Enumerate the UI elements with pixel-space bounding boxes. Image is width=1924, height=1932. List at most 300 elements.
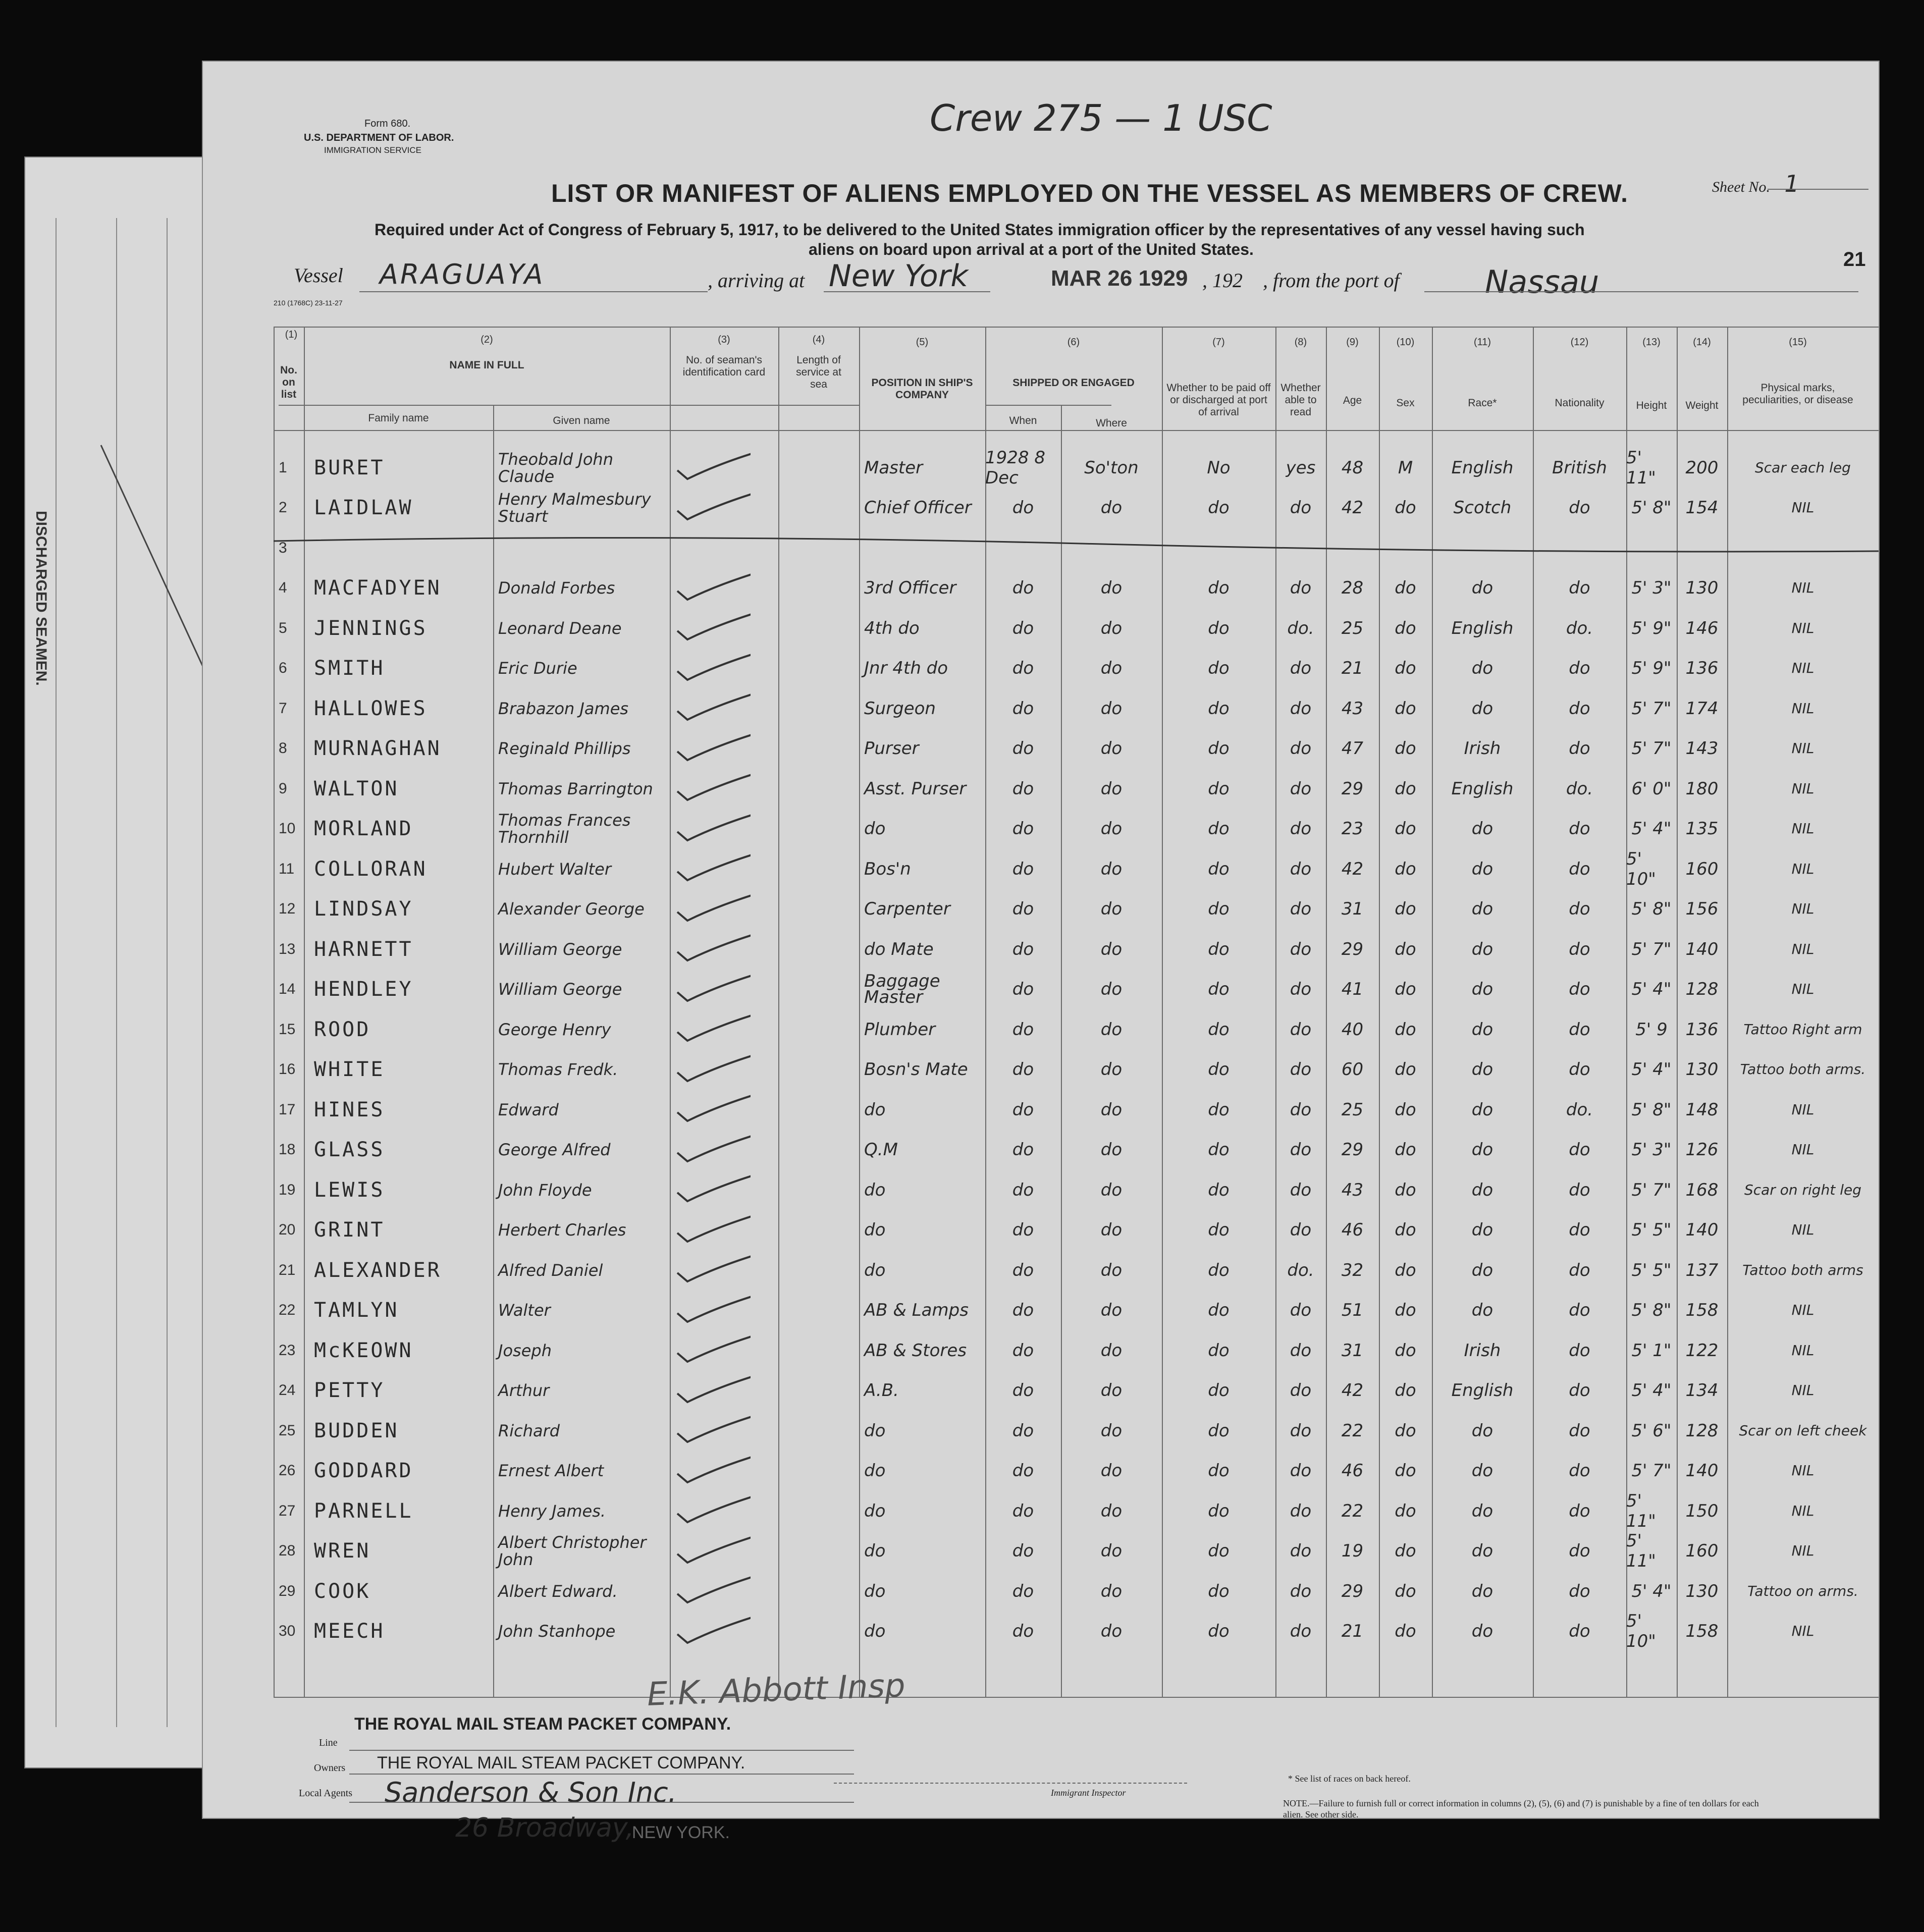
table-row xyxy=(203,1330,1879,1370)
cell-race: do xyxy=(1471,1059,1493,1080)
cell-age: 51 xyxy=(1341,1300,1364,1320)
cell-position: do xyxy=(864,819,886,839)
cell-height: 5' 3" xyxy=(1631,1140,1672,1160)
cell-position: Baggage Master xyxy=(864,971,940,1007)
cell-race: Irish xyxy=(1464,1340,1501,1361)
cell-when: do xyxy=(1012,618,1034,638)
cell-sex: do xyxy=(1395,1099,1416,1120)
cell-weight: 140 xyxy=(1685,939,1719,959)
cell-physical: NIL xyxy=(1791,860,1814,877)
cell-given: Hubert Walter xyxy=(498,859,611,879)
arriving-label: , arriving at xyxy=(708,269,805,292)
cell-when: do xyxy=(1012,1500,1034,1521)
cell-sex: do xyxy=(1395,698,1416,719)
cell-family: MORLAND xyxy=(314,817,413,840)
cell-height: 5' 4" xyxy=(1631,1581,1672,1601)
form-number: Form 680. xyxy=(364,118,411,129)
arriving-port: New York xyxy=(829,258,969,294)
cell-paid: do xyxy=(1208,778,1230,799)
cell-when: do xyxy=(1012,1461,1034,1481)
cell-where: do xyxy=(1100,698,1123,719)
cell-physical: NIL xyxy=(1791,1542,1814,1559)
cell-given: Albert Edward. xyxy=(498,1581,618,1601)
cell-when: do xyxy=(1012,1420,1034,1441)
cell-given: Albert Christopher John xyxy=(498,1533,647,1569)
immigration-service: IMMIGRATION SERVICE xyxy=(324,145,422,155)
cell-paid: do xyxy=(1208,1500,1230,1521)
cell-paid: do xyxy=(1208,618,1230,638)
cell-race: do xyxy=(1471,1420,1493,1441)
cell-race: do xyxy=(1471,1019,1493,1040)
department: U.S. DEPARTMENT OF LABOR. xyxy=(304,132,454,143)
id-card-checkmark-icon xyxy=(675,1090,751,1125)
cell-read: do xyxy=(1290,1099,1312,1120)
cell-family: MEECH xyxy=(314,1620,385,1643)
table-row xyxy=(203,809,1879,849)
cell-given: Herbert Charles xyxy=(498,1220,626,1240)
cell-read: do xyxy=(1290,1581,1312,1601)
cell-where: do xyxy=(1100,658,1123,678)
cell-where: do xyxy=(1100,1059,1123,1080)
cell-race: do xyxy=(1471,1621,1493,1641)
cell-no: 25 xyxy=(279,1422,296,1439)
cell-read: do xyxy=(1290,698,1312,719)
table-row xyxy=(203,929,1879,969)
cell-physical: Tattoo Right arm xyxy=(1743,1021,1862,1038)
col-15-num: (15) xyxy=(1789,337,1807,348)
table-row xyxy=(203,1130,1879,1170)
cell-position: Chief Officer xyxy=(864,498,972,518)
cell-sex: do xyxy=(1395,1461,1416,1481)
cell-where: do xyxy=(1100,1621,1123,1641)
cell-weight: 158 xyxy=(1685,1621,1719,1641)
cell-physical: NIL xyxy=(1791,1101,1814,1118)
cell-paid: do xyxy=(1208,1019,1230,1040)
cell-weight: 130 xyxy=(1685,1059,1719,1080)
cell-read: do xyxy=(1290,1179,1312,1200)
cell-age: 46 xyxy=(1341,1220,1364,1240)
cell-given: Alfred Daniel xyxy=(498,1260,603,1280)
cell-nationality: do xyxy=(1569,1621,1590,1641)
cell-sex: do xyxy=(1395,1500,1416,1521)
cell-sex: do xyxy=(1395,1220,1416,1240)
cell-where: do xyxy=(1100,899,1123,919)
inspector-signature: E.K. Abbott Insp xyxy=(646,1667,906,1713)
cell-height: 6' 0" xyxy=(1631,778,1672,799)
cell-when: do xyxy=(1012,1220,1034,1240)
col-10-num: (10) xyxy=(1396,337,1415,348)
table-row xyxy=(203,608,1879,648)
cell-nationality: do xyxy=(1569,1140,1590,1160)
cell-read: do xyxy=(1290,1500,1312,1521)
cell-position: AB & Lamps xyxy=(864,1300,969,1320)
cell-age: 29 xyxy=(1341,1581,1364,1601)
cell-race: do xyxy=(1471,1300,1493,1320)
cell-sex: do xyxy=(1395,1019,1416,1040)
cell-race: English xyxy=(1451,457,1514,478)
cell-paid: do xyxy=(1208,1179,1230,1200)
col-12-label: Nationality xyxy=(1555,397,1605,409)
cell-family: HENDLEY xyxy=(314,978,413,1001)
cell-where: do xyxy=(1100,1140,1123,1160)
cell-weight: 174 xyxy=(1685,698,1719,719)
cell-no: 30 xyxy=(279,1623,296,1639)
cell-where: do xyxy=(1100,618,1123,638)
row3-cancel-line xyxy=(274,531,1879,561)
cell-read: do xyxy=(1290,1300,1312,1320)
cell-weight: 160 xyxy=(1685,858,1719,879)
cell-race: do xyxy=(1471,1179,1493,1200)
cell-height: 5' 11" xyxy=(1626,1490,1656,1531)
cell-read: do xyxy=(1290,578,1312,598)
cell-family: BURET xyxy=(314,456,385,479)
cell-family: ALEXANDER xyxy=(314,1258,442,1282)
col-8-label: Whether able to read xyxy=(1280,382,1321,418)
cell-nationality: do xyxy=(1569,1059,1590,1080)
cell-position: Bos'n xyxy=(864,858,911,879)
cell-read: do. xyxy=(1287,1260,1314,1280)
cell-no: 14 xyxy=(279,981,296,997)
cell-no: 24 xyxy=(279,1382,296,1399)
from-label: , from the port of xyxy=(1263,269,1400,292)
cell-given: Leonard Deane xyxy=(498,618,622,638)
cell-physical: NIL xyxy=(1791,740,1814,757)
cell-height: 5' 11" xyxy=(1626,1531,1656,1571)
cell-no: 8 xyxy=(279,740,287,757)
cell-paid: do xyxy=(1208,1140,1230,1160)
cell-where: So'ton xyxy=(1084,457,1139,478)
cell-where: do xyxy=(1100,1260,1123,1280)
col-6-label: SHIPPED OR ENGAGED xyxy=(1012,377,1135,389)
cell-race: do xyxy=(1471,858,1493,879)
cell-height: 5' 9" xyxy=(1631,618,1672,638)
cell-nationality: do xyxy=(1569,578,1590,598)
cell-given: John Stanhope xyxy=(498,1622,616,1641)
cell-nationality: do xyxy=(1569,498,1590,518)
cell-when: do xyxy=(1012,578,1034,598)
cell-given: George Alfred xyxy=(498,1140,611,1159)
cell-physical: Scar on left cheek xyxy=(1739,1422,1867,1439)
cell-position: 4th do xyxy=(864,618,920,638)
cell-height: 5' 5" xyxy=(1631,1260,1672,1280)
cell-when: do xyxy=(1012,1541,1034,1561)
cell-height: 5' 3" xyxy=(1631,578,1672,598)
cell-age: 48 xyxy=(1341,457,1364,478)
cell-race: do xyxy=(1471,1260,1493,1280)
cell-when: do xyxy=(1012,698,1034,719)
cell-position: Bosn's Mate xyxy=(864,1059,968,1080)
cell-sex: do xyxy=(1395,1059,1416,1080)
cell-paid: do xyxy=(1208,698,1230,719)
table-row xyxy=(203,568,1879,608)
table-row xyxy=(203,1491,1879,1531)
col-1-label: No. on list xyxy=(280,364,297,400)
cell-weight: 122 xyxy=(1685,1340,1719,1361)
id-card-checkmark-icon xyxy=(675,1371,751,1406)
sheet-label xyxy=(1712,170,1799,197)
cell-when: do xyxy=(1012,1300,1034,1320)
cell-given: Edward xyxy=(498,1100,559,1119)
cell-given: William George xyxy=(498,980,622,999)
cell-sex: do xyxy=(1395,979,1416,999)
col-7-label: Whether to be paid off or discharged at port of arrival xyxy=(1166,382,1271,418)
manifest-subtitle-1: Required under Act of Congress of February 5, 1917, to be delivered to the United States immigration officer by the representatives of any vessel having such xyxy=(375,221,1585,239)
cell-weight: 130 xyxy=(1685,578,1719,598)
cell-age: 32 xyxy=(1341,1260,1364,1280)
cell-given: Walter xyxy=(498,1301,551,1320)
id-card-checkmark-icon xyxy=(675,649,751,684)
cell-where: do xyxy=(1100,1179,1123,1200)
cell-paid: do xyxy=(1208,979,1230,999)
cell-no: 19 xyxy=(279,1181,296,1198)
cell-age: 43 xyxy=(1341,698,1364,719)
cell-nationality: do xyxy=(1569,1380,1590,1401)
id-card-checkmark-icon xyxy=(675,1291,751,1326)
cell-height: 5' 9" xyxy=(1631,658,1672,678)
cell-physical: NIL xyxy=(1791,1462,1814,1479)
cell-when: do xyxy=(1012,1140,1034,1160)
cell-weight: 136 xyxy=(1685,1019,1719,1040)
cell-nationality: do xyxy=(1569,1220,1590,1240)
cell-family: HINES xyxy=(314,1098,385,1121)
cell-no: 28 xyxy=(279,1542,296,1559)
cell-weight: 126 xyxy=(1685,1140,1719,1160)
cell-family: WREN xyxy=(314,1539,371,1563)
col-5-num: (5) xyxy=(916,337,929,348)
cell-where: do xyxy=(1100,1340,1123,1361)
cell-age: 40 xyxy=(1341,1019,1364,1040)
cell-where: do xyxy=(1100,1300,1123,1320)
cell-no: 4 xyxy=(279,579,287,596)
cell-physical: NIL xyxy=(1791,1141,1814,1158)
table-row xyxy=(203,1612,1879,1651)
cell-nationality: do xyxy=(1569,899,1590,919)
cell-given: Eric Durie xyxy=(498,659,577,678)
cell-physical: NIL xyxy=(1791,1502,1814,1519)
cell-position: Plumber xyxy=(864,1019,936,1040)
cell-read: do xyxy=(1290,979,1312,999)
cell-age: 29 xyxy=(1341,939,1364,959)
id-card-checkmark-icon xyxy=(675,1170,751,1205)
id-card-checkmark-icon xyxy=(675,1210,751,1246)
id-card-checkmark-icon xyxy=(675,849,751,884)
cell-given: Arthur xyxy=(498,1381,550,1400)
cell-physical: NIL xyxy=(1791,660,1814,676)
cell-when: do xyxy=(1012,1340,1034,1361)
col-10-label: Sex xyxy=(1396,397,1415,409)
table-row xyxy=(203,1571,1879,1611)
cell-race: Scotch xyxy=(1453,498,1512,518)
table-row xyxy=(203,1090,1879,1130)
cell-when: do xyxy=(1012,738,1034,759)
cell-read: do. xyxy=(1287,618,1314,638)
cell-no: 26 xyxy=(279,1462,296,1479)
cell-weight: 135 xyxy=(1685,819,1719,839)
col-9-label: Age xyxy=(1343,395,1362,406)
cell-sex: do xyxy=(1395,1300,1416,1320)
cell-where: do xyxy=(1100,1581,1123,1601)
col-15-label: Physical marks, peculiarities, or disease xyxy=(1742,382,1853,406)
cell-where: do xyxy=(1100,778,1123,799)
cell-family: COLLORAN xyxy=(314,857,427,881)
cell-paid: do xyxy=(1208,858,1230,879)
line-company: THE ROYAL MAIL STEAM PACKET COMPANY. xyxy=(354,1714,731,1734)
cell-family: BUDDEN xyxy=(314,1419,399,1442)
id-card-checkmark-icon xyxy=(675,809,751,844)
col-12-num: (12) xyxy=(1570,337,1589,348)
cell-weight: 128 xyxy=(1685,1420,1719,1441)
id-card-checkmark-icon xyxy=(675,1612,751,1647)
cell-family: PARNELL xyxy=(314,1499,413,1523)
cell-physical: NIL xyxy=(1791,981,1814,997)
footer-note: NOTE.—Failure to furnish full or correct information in columns (2), (5), (6) and (7) is punishable by a fine of ten dollars for each alien. See other side. xyxy=(1283,1798,1759,1819)
cell-physical: NIL xyxy=(1791,1382,1814,1399)
cell-no: 13 xyxy=(279,940,296,957)
cell-height: 5' 4" xyxy=(1631,979,1672,999)
cell-position: do xyxy=(864,1260,886,1280)
cell-family: COOK xyxy=(314,1579,371,1603)
manifest-title: LIST OR MANIFEST OF ALIENS EMPLOYED ON THE VESSEL AS MEMBERS OF CREW. xyxy=(551,179,1628,207)
cell-physical: Scar on right leg xyxy=(1744,1181,1861,1198)
col-3-num: (3) xyxy=(718,334,730,345)
id-card-checkmark-icon xyxy=(675,929,751,964)
cell-height: 5' 4" xyxy=(1631,1380,1672,1401)
table-row xyxy=(203,688,1879,728)
cell-when: do xyxy=(1012,658,1034,678)
cell-given: John Floyde xyxy=(498,1180,592,1200)
cell-race: do xyxy=(1471,658,1493,678)
cell-when: do xyxy=(1012,1581,1034,1601)
cell-family: SMITH xyxy=(314,657,385,680)
cell-when: do xyxy=(1012,899,1034,919)
agents-address: 26 Broadway, xyxy=(455,1813,634,1843)
cell-family: LAIDLAW xyxy=(314,496,413,519)
cell-paid: do xyxy=(1208,738,1230,759)
cell-read: do xyxy=(1290,1380,1312,1401)
cell-nationality: do. xyxy=(1566,1099,1593,1120)
cell-age: 31 xyxy=(1341,1340,1364,1361)
cell-position: do xyxy=(864,1220,886,1240)
col-3-label: No. of seaman's identification card xyxy=(682,354,766,378)
id-card-checkmark-icon xyxy=(675,1451,751,1486)
cell-where: do xyxy=(1100,1541,1123,1561)
cell-nationality: do xyxy=(1569,819,1590,839)
cell-sex: do xyxy=(1395,1380,1416,1401)
table-row xyxy=(203,729,1879,769)
cell-height: 5' 8" xyxy=(1631,899,1672,919)
cell-when: do xyxy=(1012,819,1034,839)
cell-read: do xyxy=(1290,498,1312,518)
cell-paid: do xyxy=(1208,578,1230,598)
cell-weight: 180 xyxy=(1685,778,1719,799)
cell-sex: do xyxy=(1395,1179,1416,1200)
cell-age: 42 xyxy=(1341,1380,1364,1401)
cell-family: GODDARD xyxy=(314,1459,413,1482)
cell-read: do xyxy=(1290,1621,1312,1641)
cell-nationality: do xyxy=(1569,1019,1590,1040)
cell-race: do xyxy=(1471,578,1493,598)
col-13-label: Height xyxy=(1636,400,1667,411)
cell-weight: 140 xyxy=(1685,1461,1719,1481)
cell-read: do xyxy=(1290,1420,1312,1441)
cell-age: 29 xyxy=(1341,1140,1364,1160)
cell-physical: NIL xyxy=(1791,940,1814,957)
cell-age: 60 xyxy=(1341,1059,1364,1080)
line-label: Line xyxy=(319,1737,338,1748)
table-row xyxy=(203,448,1879,488)
cell-family: GLASS xyxy=(314,1138,385,1161)
cell-height: 5' 10" xyxy=(1626,1611,1656,1651)
cell-physical: NIL xyxy=(1791,1302,1814,1318)
manifest-subtitle-2: aliens on board upon arrival at a port of the United States. xyxy=(809,240,1254,258)
id-card-checkmark-icon xyxy=(675,568,751,604)
table-row xyxy=(203,1451,1879,1491)
agents-value: Sanderson & Son Inc. xyxy=(385,1777,677,1808)
cell-race: do xyxy=(1471,698,1493,719)
id-card-checkmark-icon xyxy=(675,1250,751,1285)
cell-weight: 160 xyxy=(1685,1541,1719,1561)
table-row xyxy=(203,488,1879,528)
id-card-checkmark-icon xyxy=(675,1411,751,1446)
cell-no: 10 xyxy=(279,820,296,837)
cell-no: 17 xyxy=(279,1101,296,1118)
col-5-label: POSITION IN SHIP'S COMPANY xyxy=(871,377,973,401)
cell-weight: 130 xyxy=(1685,1581,1719,1601)
cell-age: 22 xyxy=(1341,1500,1364,1521)
crew-annotation: Crew 275 — 1 USC xyxy=(930,97,1272,139)
cell-age: 22 xyxy=(1341,1420,1364,1441)
cell-age: 28 xyxy=(1341,578,1364,598)
id-card-checkmark-icon xyxy=(675,1531,751,1567)
cell-no: 22 xyxy=(279,1302,296,1318)
cell-given: Joseph xyxy=(498,1340,552,1360)
cell-sex: do xyxy=(1395,578,1416,598)
id-card-checkmark-icon xyxy=(675,488,751,523)
cell-sex: do xyxy=(1395,899,1416,919)
cell-given: Brabazon James xyxy=(498,699,629,718)
owners-value: THE ROYAL MAIL STEAM PACKET COMPANY. xyxy=(377,1753,745,1773)
cell-when: do xyxy=(1012,498,1034,518)
cell-where: do xyxy=(1100,1380,1123,1401)
cell-nationality: do xyxy=(1569,939,1590,959)
cell-physical: NIL xyxy=(1791,780,1814,797)
cell-age: 29 xyxy=(1341,778,1364,799)
cell-paid: do xyxy=(1208,939,1230,959)
id-card-checkmark-icon xyxy=(675,889,751,925)
cell-family: MACFADYEN xyxy=(314,576,442,600)
cell-height: 5' 4" xyxy=(1631,819,1672,839)
sheet-number: 1 xyxy=(1784,170,1799,197)
cell-paid: do xyxy=(1208,1581,1230,1601)
cell-position: AB & Stores xyxy=(864,1340,967,1361)
cell-height: 5' 5" xyxy=(1631,1220,1672,1240)
cell-nationality: British xyxy=(1552,457,1607,478)
cell-physical: NIL xyxy=(1791,499,1814,516)
table-row xyxy=(203,1371,1879,1411)
cell-race: do xyxy=(1471,819,1493,839)
cell-paid: do xyxy=(1208,1220,1230,1240)
cell-height: 5' 8" xyxy=(1631,498,1672,518)
table-row xyxy=(203,889,1879,929)
cell-age: 41 xyxy=(1341,979,1364,999)
cell-where: do xyxy=(1100,738,1123,759)
cell-given: Richard xyxy=(498,1421,560,1440)
cell-paid: do xyxy=(1208,1461,1230,1481)
cell-physical: Tattoo both arms xyxy=(1742,1261,1863,1278)
cell-where: do xyxy=(1100,1500,1123,1521)
cell-given: Alexander George xyxy=(498,899,645,919)
cell-age: 25 xyxy=(1341,618,1364,638)
